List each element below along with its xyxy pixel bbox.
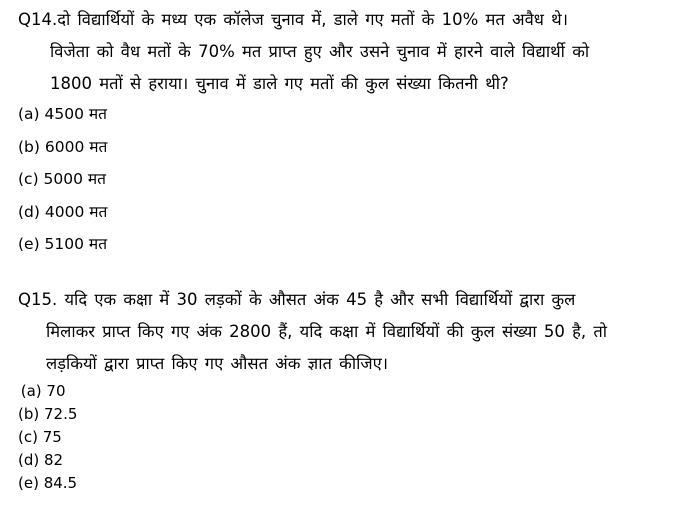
question-14-option-b: (b) 6000 मत	[18, 138, 108, 156]
question-15-option-b: (b) 72.5	[18, 405, 78, 423]
question-14-option-c: (c) 5000 मत	[18, 170, 107, 188]
question-15-line-1: Q15. यदि एक कक्षा में 30 लड़कों के औसत अंक 45 है और सभी विद्यार्थियों द्वारा कुल	[18, 290, 576, 309]
question-15-line-3: लड़कियों द्वारा प्राप्त किए गए औसत अंक ज्ञात कीजिए।	[46, 354, 388, 373]
question-15-line-2: मिलाकर प्राप्त किए गए अंक 2800 हैं, यदि कक्षा में विद्यार्थियों की कुल संख्या 50 है, तो	[46, 322, 608, 341]
question-15-option-d: (d) 82	[18, 451, 64, 469]
question-15-option-a: (a) 70	[16, 382, 66, 400]
question-14-line-2: विजेता को वैध मतों के 70% मत प्राप्त हुए और उसने चुनाव में हारने वाले विद्यार्थी को	[50, 42, 590, 61]
question-14-line-3: 1800 मतों से हराया। चुनाव में डाले गए मतों की कुल संख्या कितनी थी?	[50, 74, 509, 93]
question-14-option-d: (d) 4000 मत	[18, 203, 108, 221]
question-14-line-1: Q14.दो विद्यार्थियों के मध्य एक कॉलेज चुनाव में, डाले गए मतों के 10% मत अवैध थे।	[18, 10, 568, 29]
question-15-option-c: (c) 75	[18, 428, 62, 446]
question-14-option-e: (e) 5100 मत	[18, 235, 108, 253]
question-15-option-e: (e) 84.5	[18, 474, 78, 492]
question-14-option-a: (a) 4500 मत	[18, 105, 107, 123]
